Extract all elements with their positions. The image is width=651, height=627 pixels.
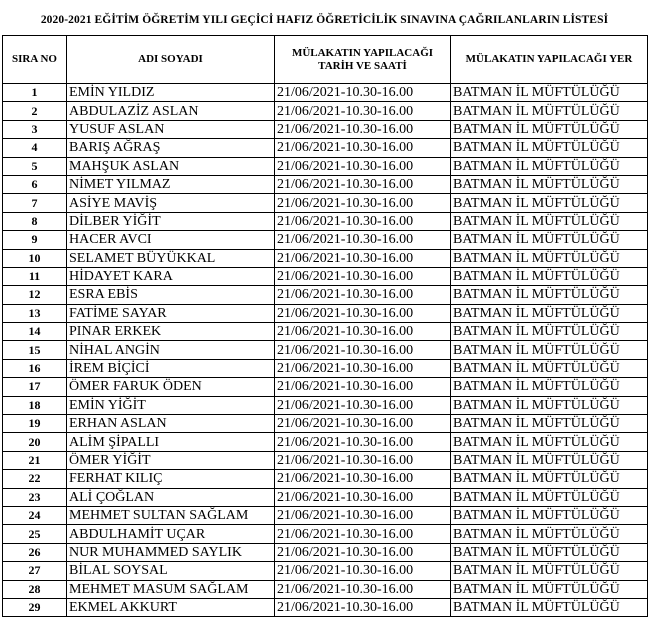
table-row [3, 396, 648, 414]
table-row [3, 415, 648, 433]
row-place: BATMAN İL MÜFTÜLÜĞÜ [451, 212, 648, 230]
row-place: BATMAN İL MÜFTÜLÜĞÜ [451, 451, 648, 469]
table-row [3, 598, 648, 616]
table-row [3, 304, 648, 322]
row-no: 20 [3, 433, 67, 451]
row-no: 19 [3, 415, 67, 433]
row-name: NUR MUHAMMED SAYLIK [67, 543, 275, 561]
table-row [3, 157, 648, 175]
row-place: BATMAN İL MÜFTÜLÜĞÜ [451, 396, 648, 414]
row-no: 17 [3, 378, 67, 396]
row-place: BATMAN İL MÜFTÜLÜĞÜ [451, 525, 648, 543]
table-header [3, 36, 648, 84]
row-no: 3 [3, 120, 67, 138]
table-row [3, 249, 648, 267]
row-date: 21/06/2021-10.30-16.00 [275, 433, 451, 451]
row-name: ALİM ŞİPALLI [67, 433, 275, 451]
row-date: 21/06/2021-10.30-16.00 [275, 378, 451, 396]
row-date: 21/06/2021-10.30-16.00 [275, 470, 451, 488]
row-date: 21/06/2021-10.30-16.00 [275, 157, 451, 175]
row-no: 21 [3, 451, 67, 469]
row-date: 21/06/2021-10.30-16.00 [275, 102, 451, 120]
row-place: BATMAN İL MÜFTÜLÜĞÜ [451, 120, 648, 138]
row-date: 21/06/2021-10.30-16.00 [275, 139, 451, 157]
table-row [3, 84, 648, 102]
header-name: ADI SOYADI [67, 36, 275, 84]
row-no: 26 [3, 543, 67, 561]
row-place: BATMAN İL MÜFTÜLÜĞÜ [451, 286, 648, 304]
row-no: 5 [3, 157, 67, 175]
row-name: NİHAL ANGİN [67, 341, 275, 359]
row-no: 1 [3, 84, 67, 102]
row-place: BATMAN İL MÜFTÜLÜĞÜ [451, 562, 648, 580]
table-row [3, 194, 648, 212]
row-place: BATMAN İL MÜFTÜLÜĞÜ [451, 157, 648, 175]
row-name: HİDAYET KARA [67, 267, 275, 285]
row-no: 13 [3, 304, 67, 322]
row-name: SELAMET BÜYÜKKAL [67, 249, 275, 267]
row-name: ÖMER FARUK ÖDEN [67, 378, 275, 396]
row-name: PINAR ERKEK [67, 323, 275, 341]
table-row [3, 506, 648, 524]
row-name: ALİ ÇOĞLAN [67, 488, 275, 506]
row-no: 4 [3, 139, 67, 157]
table-body [3, 84, 648, 617]
row-no: 25 [3, 525, 67, 543]
row-name: ABDULAZİZ ASLAN [67, 102, 275, 120]
row-date: 21/06/2021-10.30-16.00 [275, 194, 451, 212]
row-place: BATMAN İL MÜFTÜLÜĞÜ [451, 359, 648, 377]
row-date: 21/06/2021-10.30-16.00 [275, 120, 451, 138]
row-name: DİLBER YİĞİT [67, 212, 275, 230]
row-no: 27 [3, 562, 67, 580]
row-date: 21/06/2021-10.30-16.00 [275, 341, 451, 359]
header-date-line2: TARİH VE SAATİ [318, 59, 407, 72]
table-row [3, 562, 648, 580]
row-date: 21/06/2021-10.30-16.00 [275, 267, 451, 285]
row-date: 21/06/2021-10.30-16.00 [275, 506, 451, 524]
table-row [3, 433, 648, 451]
row-date: 21/06/2021-10.30-16.00 [275, 323, 451, 341]
row-date: 21/06/2021-10.30-16.00 [275, 598, 451, 616]
header-row [3, 36, 648, 84]
candidate-table [2, 35, 648, 617]
row-no: 9 [3, 231, 67, 249]
row-name: NİMET YILMAZ [67, 175, 275, 193]
row-place: BATMAN İL MÜFTÜLÜĞÜ [451, 194, 648, 212]
row-place: BATMAN İL MÜFTÜLÜĞÜ [451, 139, 648, 157]
row-date: 21/06/2021-10.30-16.00 [275, 451, 451, 469]
row-date: 21/06/2021-10.30-16.00 [275, 415, 451, 433]
table-row [3, 525, 648, 543]
table-row [3, 139, 648, 157]
table-row [3, 267, 648, 285]
table-row [3, 212, 648, 230]
row-no: 24 [3, 506, 67, 524]
document-title: 2020-2021 EĞİTİM ÖĞRETİM YILI GEÇİCİ HAFIZ ÖĞRETİCİLİK SINAVINA ÇAĞRILANLARIN LİSTESİ [40, 14, 609, 26]
row-place: BATMAN İL MÜFTÜLÜĞÜ [451, 267, 648, 285]
row-place: BATMAN İL MÜFTÜLÜĞÜ [451, 433, 648, 451]
row-name: HACER AVCI [67, 231, 275, 249]
table-row [3, 286, 648, 304]
row-place: BATMAN İL MÜFTÜLÜĞÜ [451, 378, 648, 396]
row-place: BATMAN İL MÜFTÜLÜĞÜ [451, 249, 648, 267]
row-name: ESRA EBİS [67, 286, 275, 304]
row-name: BARIŞ AĞRAŞ [67, 139, 275, 157]
row-name: EMİN YILDIZ [67, 84, 275, 102]
row-date: 21/06/2021-10.30-16.00 [275, 543, 451, 561]
row-name: MAHŞUK ASLAN [67, 157, 275, 175]
row-no: 10 [3, 249, 67, 267]
table-row [3, 378, 648, 396]
row-no: 7 [3, 194, 67, 212]
row-date: 21/06/2021-10.30-16.00 [275, 212, 451, 230]
row-date: 21/06/2021-10.30-16.00 [275, 488, 451, 506]
row-place: BATMAN İL MÜFTÜLÜĞÜ [451, 231, 648, 249]
row-place: BATMAN İL MÜFTÜLÜĞÜ [451, 341, 648, 359]
row-no: 12 [3, 286, 67, 304]
row-no: 18 [3, 396, 67, 414]
row-name: YUSUF ASLAN [67, 120, 275, 138]
table-row [3, 323, 648, 341]
row-date: 21/06/2021-10.30-16.00 [275, 249, 451, 267]
row-date: 21/06/2021-10.30-16.00 [275, 396, 451, 414]
row-name: FATİME SAYAR [67, 304, 275, 322]
row-place: BATMAN İL MÜFTÜLÜĞÜ [451, 488, 648, 506]
row-place: BATMAN İL MÜFTÜLÜĞÜ [451, 323, 648, 341]
row-name: EKMEL AKKURT [67, 598, 275, 616]
row-date: 21/06/2021-10.30-16.00 [275, 562, 451, 580]
row-place: BATMAN İL MÜFTÜLÜĞÜ [451, 415, 648, 433]
row-place: BATMAN İL MÜFTÜLÜĞÜ [451, 102, 648, 120]
table-row [3, 231, 648, 249]
row-date: 21/06/2021-10.30-16.00 [275, 84, 451, 102]
table-row [3, 175, 648, 193]
table-row [3, 488, 648, 506]
header-date [275, 36, 451, 84]
row-date: 21/06/2021-10.30-16.00 [275, 525, 451, 543]
row-name: MEHMET MASUM SAĞLAM [67, 580, 275, 598]
row-date: 21/06/2021-10.30-16.00 [275, 304, 451, 322]
table-row [3, 120, 648, 138]
row-place: BATMAN İL MÜFTÜLÜĞÜ [451, 175, 648, 193]
row-name: MEHMET SULTAN SAĞLAM [67, 506, 275, 524]
row-place: BATMAN İL MÜFTÜLÜĞÜ [451, 543, 648, 561]
row-name: ÖMER YİĞİT [67, 451, 275, 469]
table-row [3, 543, 648, 561]
header-place: MÜLAKATIN YAPILACAĞI YER [451, 36, 648, 84]
row-name: ABDULHAMİT UÇAR [67, 525, 275, 543]
table-row [3, 451, 648, 469]
table-row [3, 580, 648, 598]
table-row [3, 102, 648, 120]
row-name: ASİYE MAVİŞ [67, 194, 275, 212]
row-place: BATMAN İL MÜFTÜLÜĞÜ [451, 598, 648, 616]
row-no: 2 [3, 102, 67, 120]
row-no: 22 [3, 470, 67, 488]
row-no: 11 [3, 267, 67, 285]
row-date: 21/06/2021-10.30-16.00 [275, 231, 451, 249]
row-date: 21/06/2021-10.30-16.00 [275, 359, 451, 377]
row-place: BATMAN İL MÜFTÜLÜĞÜ [451, 506, 648, 524]
header-no: SIRA NO [3, 36, 67, 84]
table-row [3, 359, 648, 377]
row-no: 15 [3, 341, 67, 359]
row-date: 21/06/2021-10.30-16.00 [275, 175, 451, 193]
document-sheet [2, 6, 647, 617]
row-place: BATMAN İL MÜFTÜLÜĞÜ [451, 84, 648, 102]
row-place: BATMAN İL MÜFTÜLÜĞÜ [451, 580, 648, 598]
row-place: BATMAN İL MÜFTÜLÜĞÜ [451, 304, 648, 322]
table-row [3, 341, 648, 359]
row-date: 21/06/2021-10.30-16.00 [275, 580, 451, 598]
row-no: 14 [3, 323, 67, 341]
row-no: 29 [3, 598, 67, 616]
row-no: 28 [3, 580, 67, 598]
row-no: 16 [3, 359, 67, 377]
row-name: BİLAL SOYSAL [67, 562, 275, 580]
row-name: EMİN YİĞİT [67, 396, 275, 414]
row-name: ERHAN ASLAN [67, 415, 275, 433]
header-date-line1: MÜLAKATIN YAPILACAĞI [291, 46, 434, 59]
row-no: 6 [3, 175, 67, 193]
row-no: 8 [3, 212, 67, 230]
row-no: 23 [3, 488, 67, 506]
row-place: BATMAN İL MÜFTÜLÜĞÜ [451, 470, 648, 488]
row-name: İREM BİÇİCİ [67, 359, 275, 377]
row-name: FERHAT KILIÇ [67, 470, 275, 488]
table-row [3, 470, 648, 488]
row-date: 21/06/2021-10.30-16.00 [275, 286, 451, 304]
